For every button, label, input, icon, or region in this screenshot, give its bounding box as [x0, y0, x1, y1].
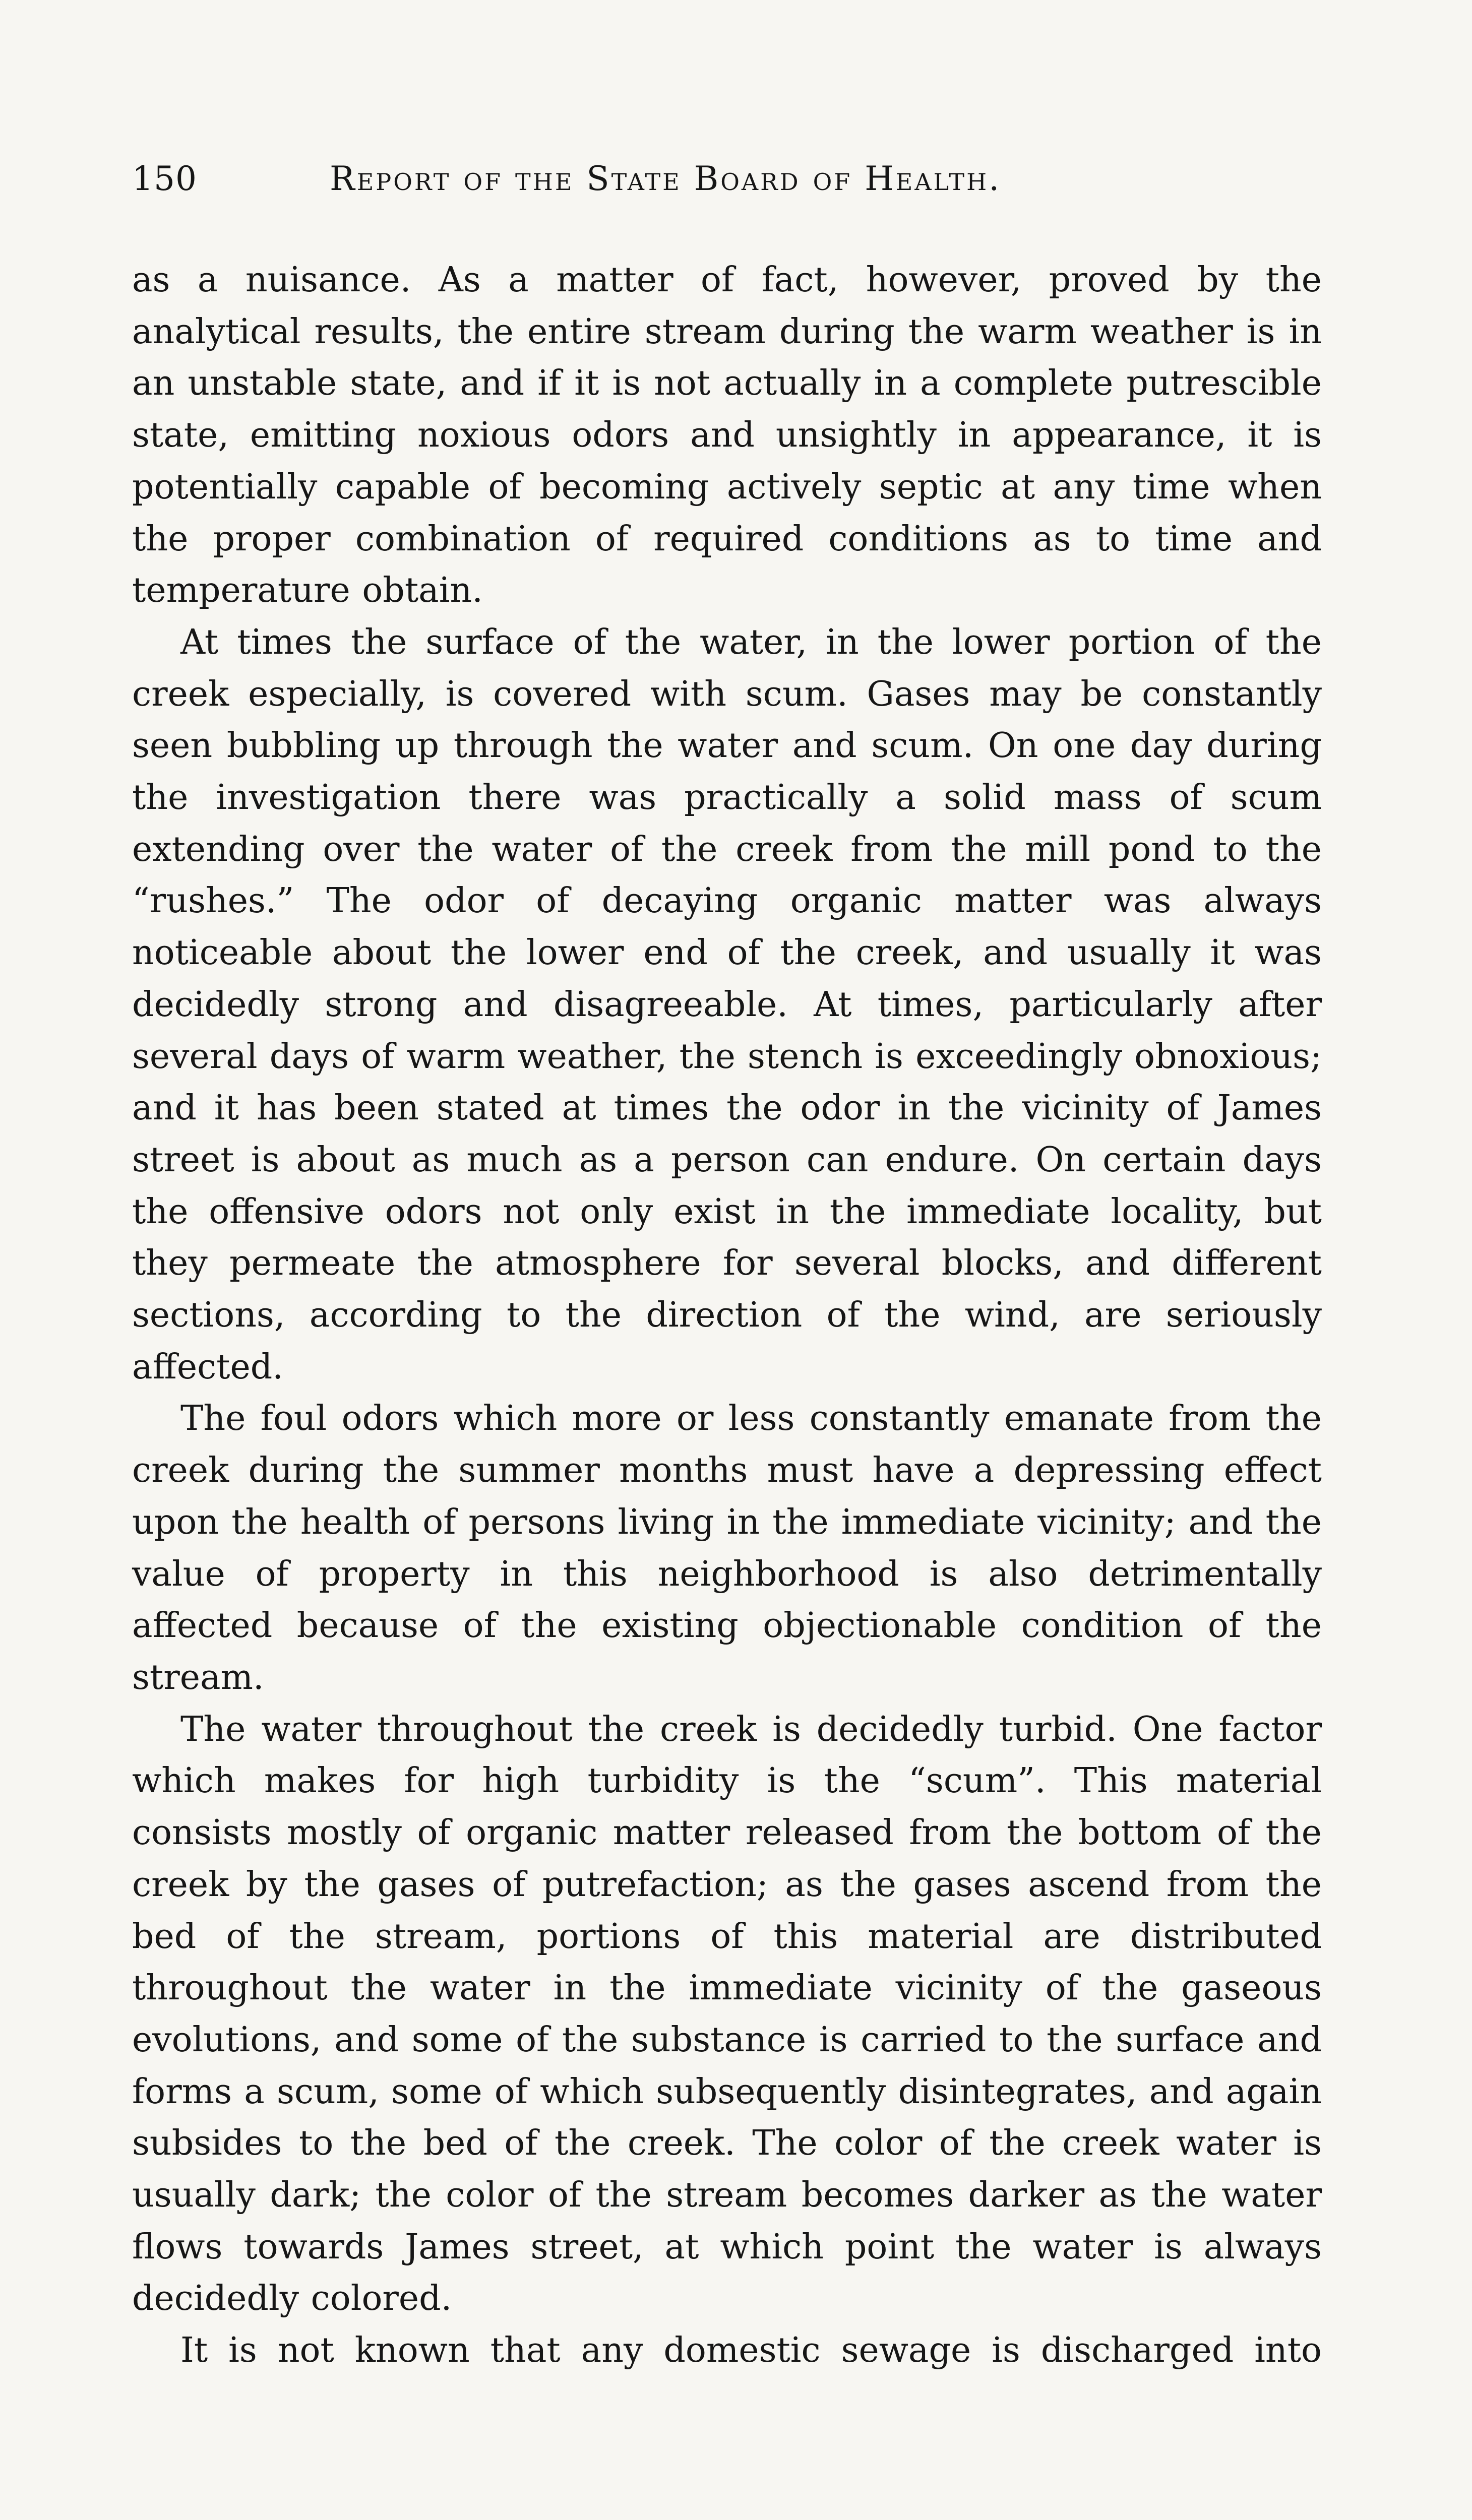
- paragraph-5: It is not known that any domestic sewage is discharged into: [180, 2330, 1322, 2371]
- body-text: [132, 255, 1322, 2377]
- paragraph-3: The foul odors which more or less constantly emanate from the creek during the summer months must have a depressing effect upon the health of persons living in the immediate vicinity; and the value of property in this neighborhood is also detrimentally affected because of the existing objectionable condition of the stream.: [132, 1399, 1322, 1697]
- paragraph-4: The water throughout the creek is decidedly turbid. One factor which makes for high turbidity is the “scum”. This material consists mostly of organic matter released from the bottom of the creek by the gases of putrefaction; as the gases ascend from the bed of the stream, portions of this material are distributed throughout the water in the immediate vicinity of the gaseous evolutions, and some of the substance is carried to the surface and forms a scum, some of which subsequently disintegrates, and again subsides to the bed of the creek. The color of the creek water is usually dark; the color of the stream becomes darker as the water flows towards James street, at which point the water is always decidedly colored.: [132, 1709, 1322, 2319]
- page-header: [132, 151, 1322, 207]
- page-number: 150: [132, 159, 197, 198]
- running-title: Report of the State Board of Health.: [330, 159, 1002, 198]
- paragraph-2: At times the surface of the water, in the lower portion of the creek especially, is covered with scum. Gases may be constantly seen bubbling up through the water and scum. On one day during the investigation there was practically a solid mass of scum extending over the water of the creek from the mill pond to the “rushes.” The odor of decaying organic matter was always noticeable about the lower end of the creek, and usually it was decidedly strong and disagreeable. At times, particularly after several days of warm weather, the stench is exceedingly obnoxious; and it has been stated at times the odor in the vicinity of James street is about as much as a person can endure. On certain days the offensive odors not only exist in the immediate locality, but they permeate the atmosphere for several blocks, and different sections, according to the direction of the wind, are seriously affected.: [132, 622, 1322, 1387]
- paragraph-1: as a nuisance. As a matter of fact, however, proved by the analytical results, the entire stream during the warm weather is in an unstable state, and if it is not actually in a complete putrescible state, emitting noxious odors and unsightly in appearance, it is potentially capable of becoming actively septic at any time when the proper combination of required conditions as to time and temperature obtain.: [132, 260, 1322, 611]
